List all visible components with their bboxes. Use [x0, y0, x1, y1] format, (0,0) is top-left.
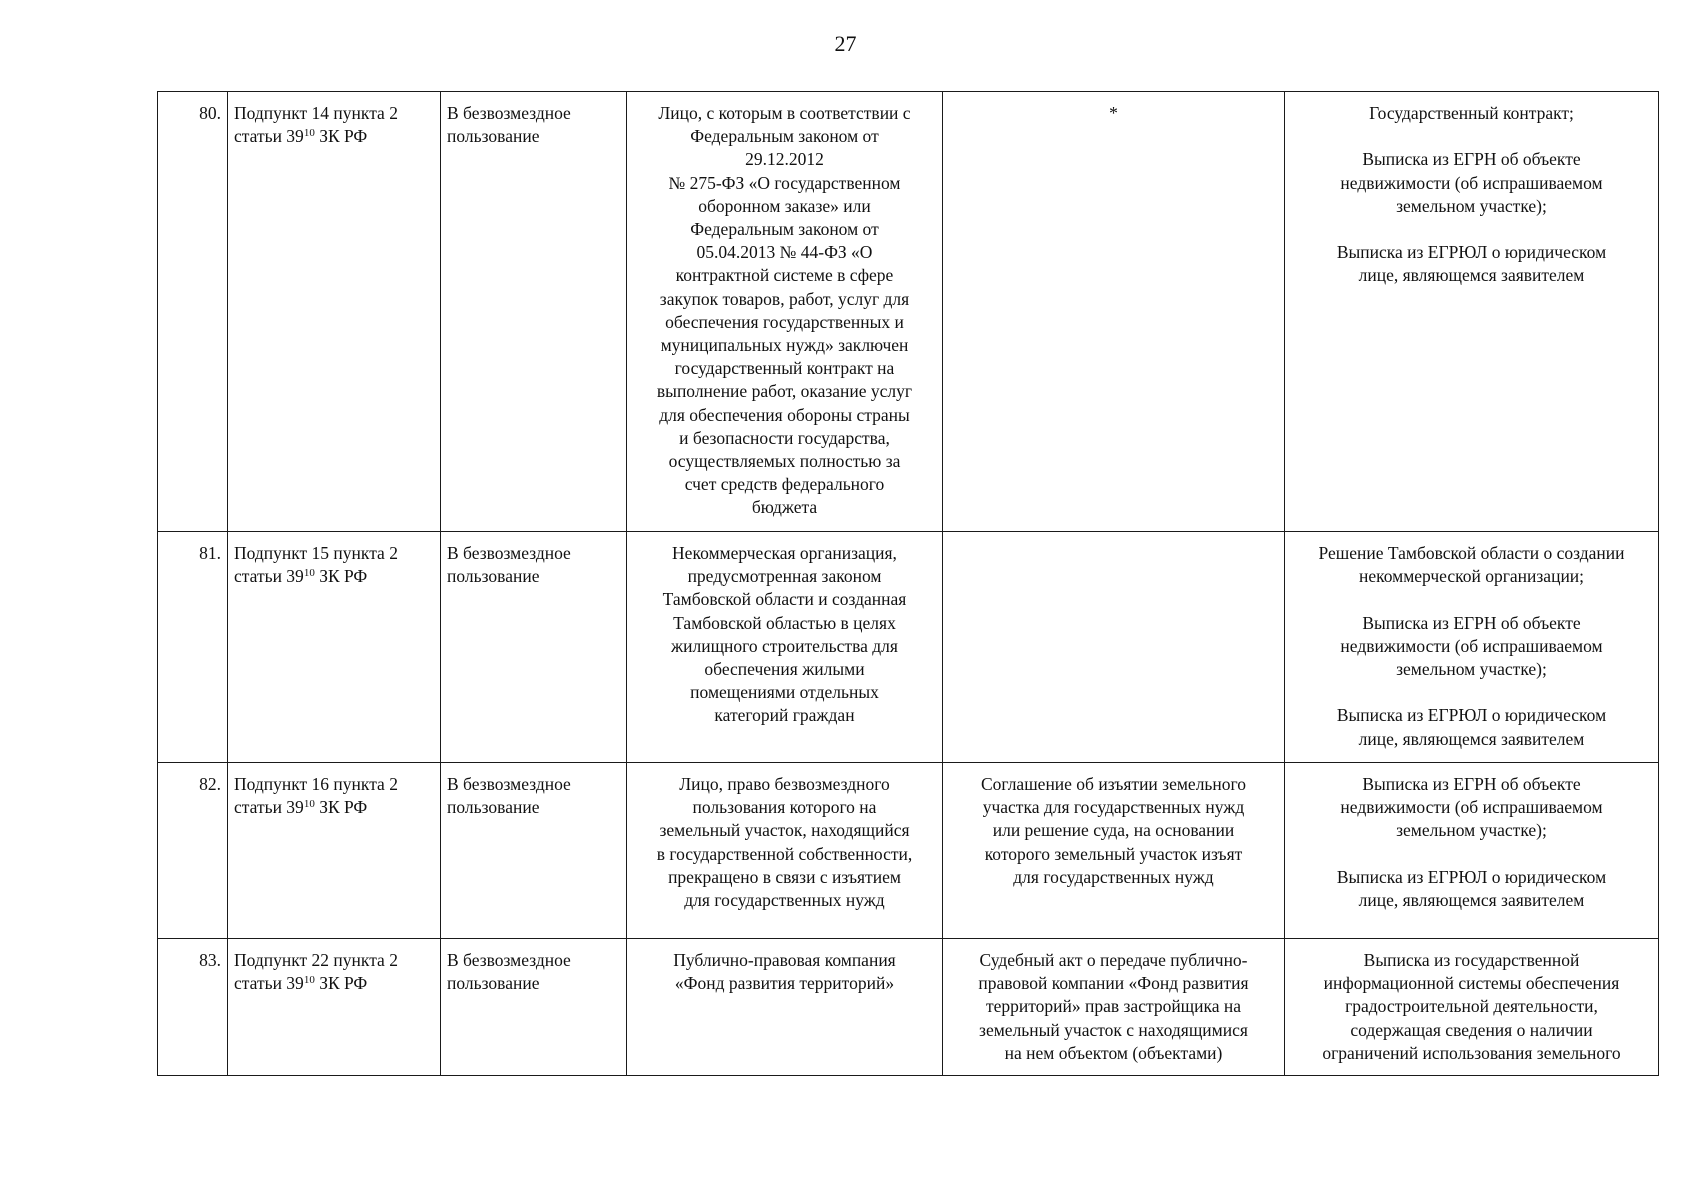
document-line: Решение Тамбовской области о создании [1318, 543, 1625, 563]
grounds-cell [943, 763, 1285, 939]
article-label: статьи 39 [234, 797, 304, 818]
applicant-line: Федеральным законом от [690, 219, 879, 240]
document-line: земельном участке); [1396, 659, 1547, 679]
applicant-line: прекращено в связи с изъятием [668, 866, 901, 887]
right-type-line: В безвозмездное [447, 774, 571, 794]
grounds-cell [943, 532, 1285, 763]
document-line: Выписка из государственной [1363, 950, 1580, 970]
grounds-line: * [1109, 103, 1118, 123]
article-superscript: 10 [303, 127, 315, 140]
grounds-line: территорий» прав застройщика на [985, 996, 1242, 1017]
applicant-cell [627, 939, 943, 1076]
legal-basis-subpoint: Подпункт 16 пункта 2 [234, 774, 398, 794]
grounds-cell [943, 939, 1285, 1076]
article-superscript: 10 [303, 567, 315, 580]
right-type-line: пользование [447, 797, 540, 818]
row-number: 81. [199, 543, 221, 563]
row-number: 83. [199, 950, 221, 970]
document-line: Выписка из ЕГРН об объекте [1362, 774, 1581, 794]
document-line: Выписка из ЕГРЮЛ о юридическом [1336, 242, 1607, 263]
applicant-line: Тамбовской областью в целях [673, 612, 896, 633]
applicant-line: предусмотренная законом [687, 566, 882, 587]
code-label: ЗК РФ [314, 797, 368, 818]
applicant-line: в государственной собственности, [656, 843, 913, 864]
applicant-line: Публично-правовая компания [673, 950, 896, 970]
applicant-line: муниципальных нужд» заключен [660, 335, 909, 356]
documents-cell [1285, 763, 1659, 939]
applicant-line: № 275-ФЗ «О государственном [668, 172, 901, 193]
right-type-cell [441, 532, 627, 763]
grounds-line: на нем объектом (объектами) [1004, 1042, 1223, 1063]
grounds-cell [943, 92, 1285, 532]
legal-basis-cell [228, 532, 441, 763]
applicant-line: государственный контракт на [674, 358, 895, 379]
applicant-line: контрактной системе в сфере [675, 265, 894, 286]
applicant-line: обеспечения государственных и [665, 311, 904, 332]
code-label: ЗК РФ [314, 566, 368, 587]
document-line: Выписка из ЕГРЮЛ о юридическом [1336, 705, 1607, 726]
page-number: 27 [834, 31, 857, 56]
applicant-line: 29.12.2012 [745, 149, 824, 170]
article-label: статьи 39 [234, 566, 304, 587]
document-line: некоммерческой организации; [1358, 566, 1585, 587]
grounds-line: Соглашение об изъятии земельного [980, 774, 1247, 794]
applicant-line: обеспечения жилыми [704, 659, 865, 680]
document-line: земельном участке); [1396, 195, 1547, 216]
document-line: Государственный контракт; [1369, 103, 1574, 123]
document-line: информационной системы обеспечения [1323, 973, 1620, 994]
legal-basis-subpoint: Подпункт 22 пункта 2 [234, 950, 398, 970]
row-number-cell [158, 532, 228, 763]
legal-basis-article [234, 972, 434, 995]
document-line: Выписка из ЕГРН об объекте [1362, 612, 1581, 633]
document-line: Выписка из ЕГРН об объекте [1362, 149, 1581, 170]
paragraph-gap [1291, 681, 1652, 704]
right-type-line: В безвозмездное [447, 543, 571, 563]
applicant-line: бюджета [751, 497, 818, 518]
grounds-line: Судебный акт о передаче публично- [979, 950, 1248, 970]
legal-basis-cell [228, 92, 441, 532]
grounds-line: участка для государственных нужд [982, 797, 1245, 818]
right-type-line: пользование [447, 566, 540, 587]
legal-basis-subpoint: Подпункт 14 пункта 2 [234, 103, 398, 123]
grounds-line: для государственных нужд [1013, 866, 1214, 887]
paragraph-gap [1291, 588, 1652, 611]
legal-basis-cell [228, 939, 441, 1076]
paragraph-gap [1291, 843, 1652, 866]
table-row [158, 92, 1659, 532]
document-line: градостроительной деятельности, [1345, 996, 1598, 1017]
applicant-line: и безопасности государства, [679, 427, 890, 448]
code-label: ЗК РФ [314, 973, 368, 994]
document-line: недвижимости (об испрашиваемом [1340, 635, 1603, 656]
applicant-line: земельный участок, находящийся [659, 820, 910, 841]
right-type-line: пользование [447, 973, 540, 994]
legal-basis-subpoint: Подпункт 15 пункта 2 [234, 543, 398, 563]
row-number: 82. [199, 774, 221, 794]
applicant-line: Тамбовской области и созданная [662, 589, 907, 610]
right-type-cell [441, 92, 627, 532]
article-label: статьи 39 [234, 126, 304, 147]
applicant-line: категорий граждан [714, 705, 855, 726]
article-label: статьи 39 [234, 973, 304, 994]
grounds-line: которого земельный участок изъят [984, 843, 1243, 864]
row-number-cell [158, 763, 228, 939]
row-number-cell [158, 92, 228, 532]
applicant-line: счет средств федерального [684, 474, 885, 495]
document-line: лице, являющемся заявителем [1358, 890, 1585, 910]
documents-cell [1285, 532, 1659, 763]
documents-cell [1285, 92, 1659, 532]
row-number-cell [158, 939, 228, 1076]
document-line: земельном участке); [1396, 820, 1547, 841]
article-superscript: 10 [303, 974, 315, 987]
applicant-cell [627, 763, 943, 939]
applicant-line: пользования которого на [692, 797, 877, 818]
document-line: недвижимости (об испрашиваемом [1340, 797, 1603, 818]
applicant-line: 05.04.2013 № 44-ФЗ «О [696, 242, 873, 263]
document-line: лице, являющемся заявителем [1358, 728, 1585, 749]
legal-basis-article [234, 565, 434, 588]
applicant-line: закупок товаров, работ, услуг для [659, 288, 910, 309]
article-superscript: 10 [303, 798, 315, 811]
legal-basis-article [234, 796, 434, 819]
grounds-line: или решение суда, на основании [992, 820, 1235, 841]
applicant-line: помещениями отдельных [690, 682, 879, 703]
right-type-line: пользование [447, 126, 540, 147]
document-line: лице, являющемся заявителем [1358, 265, 1585, 286]
code-label: ЗК РФ [314, 126, 368, 147]
document-line: ограничений использования земельного [1322, 1042, 1621, 1063]
table-body [158, 92, 1659, 1076]
applicant-line: для государственных нужд [684, 890, 885, 911]
applicant-line: Лицо, с которым в соответствии с [658, 103, 911, 123]
document-line: содержащая сведения о наличии [1350, 1019, 1593, 1040]
table-row [158, 763, 1659, 939]
legal-basis-cell [228, 763, 441, 939]
applicant-line: жилищного строительства для [671, 635, 898, 656]
applicant-cell [627, 532, 943, 763]
grounds-line: правовой компании «Фонд развития [978, 973, 1249, 994]
paragraph-gap [1291, 125, 1652, 148]
applicant-line: «Фонд развития территорий» [674, 973, 895, 994]
documents-cell [1285, 939, 1659, 1076]
applicant-line: осуществляемых полностью за [668, 451, 901, 472]
row-number: 80. [199, 103, 221, 123]
right-type-cell [441, 763, 627, 939]
right-type-cell [441, 939, 627, 1076]
document-line: недвижимости (об испрашиваемом [1340, 172, 1603, 193]
table-row [158, 939, 1659, 1076]
paragraph-gap [1291, 218, 1652, 241]
right-type-line: В безвозмездное [447, 950, 571, 970]
right-type-line: В безвозмездное [447, 103, 571, 123]
applicant-line: для обеспечения обороны страны [659, 404, 910, 425]
legal-basis-article [234, 125, 434, 148]
grounds-line: земельный участок с находящимися [979, 1019, 1248, 1040]
applicant-line: Федеральным законом от [690, 126, 879, 147]
applicant-line: Лицо, право безвозмездного [679, 774, 890, 794]
applicant-line: выполнение работ, оказание услуг [656, 381, 913, 402]
land-provision-table [157, 91, 1659, 1076]
document-line: Выписка из ЕГРЮЛ о юридическом [1336, 866, 1607, 887]
applicant-line: оборонном заказе» или [698, 195, 871, 216]
applicant-line: Некоммерческая организация, [672, 543, 897, 563]
table-row [158, 532, 1659, 763]
applicant-cell [627, 92, 943, 532]
